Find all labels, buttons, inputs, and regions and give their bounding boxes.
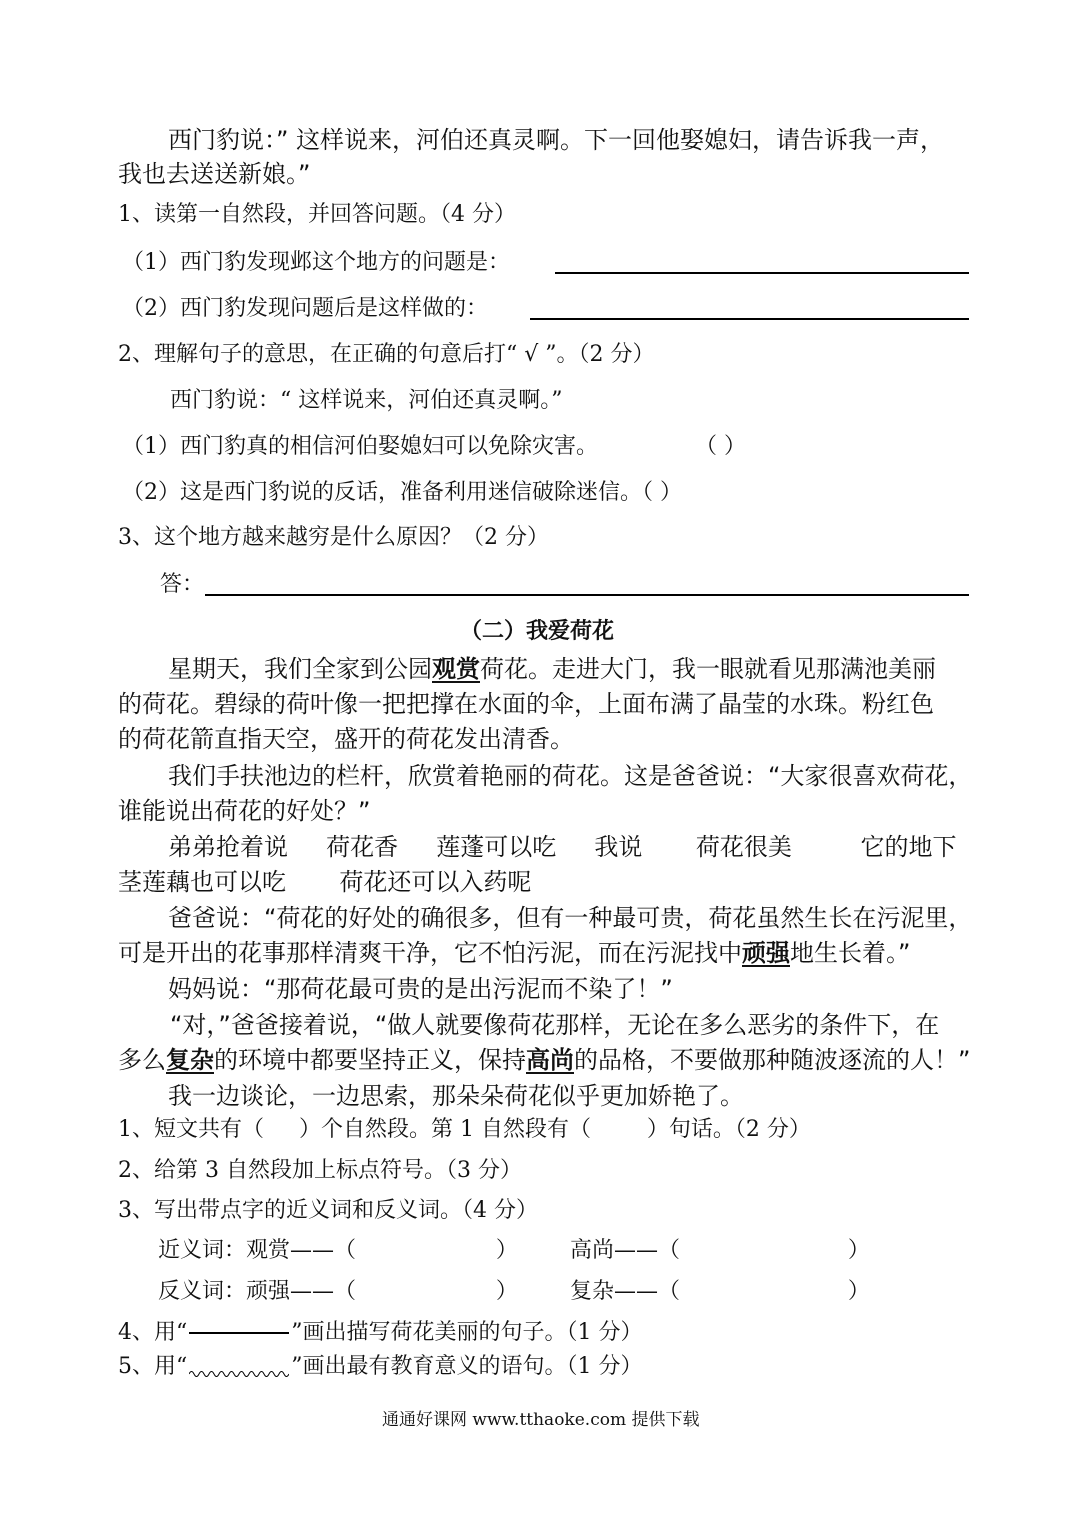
paragraph-3-line: 弟弟抢着说 荷花香 莲蓬可以吃 我说 荷花很美 它的地下 [168,833,957,861]
s2-question-1: 1、短文共有（ ）个自然段。第 1 自然段有（ ）句话。（2 分） [118,1117,811,1142]
question-1-2: （2）西门豹发现问题后是这样做的： [122,296,488,321]
emphasized-word: 高尚 [526,1046,574,1074]
answer-field-3[interactable] [205,594,969,596]
question-1-1: （1）西门豹发现邺这个地方的问题是： [122,250,510,275]
straight-line-mark [189,1332,289,1334]
text-span: 地生长着。” [790,939,911,967]
question-3: 3、这个地方越来越穷是什么原因？（2 分） [118,525,549,550]
emphasized-word: 顽强 [742,939,790,967]
text-span: 5、用“ [118,1354,188,1379]
paragraph-2-line: 我们手扶池边的栏杆，欣赏着艳丽的荷花。这是爸爸说：“大家很喜欢荷花， [168,762,973,790]
s2-question-4 [118,1320,643,1346]
question-2-option-2: （2）这是西门豹说的反话，准备利用迷信破除迷信。（ ） [122,480,682,505]
text-span: 4、用“ [118,1320,188,1345]
section-title: （二）我爱荷花 [460,618,615,644]
passage-line: 西门豹说：” 这样说来，河伯还真灵啊。下一回他娶媳妇，请告诉我一声， [168,126,945,154]
text-span: 荷花。走进大门，我一眼就看见那满池美丽 [480,655,936,683]
text-span: 星期天，我们全家到公园 [168,655,432,683]
text-span: ”画出最有教育意义的语句。（1 分） [291,1354,643,1379]
synonym-row-2: 高尚——（ ） [570,1238,870,1263]
question-1: 1、读第一自然段，并回答问题。（4 分） [118,202,516,227]
paragraph-3-line: 茎莲藕也可以吃 荷花还可以入药呢 [118,868,532,896]
synonym-row: 近义词：观赏——（ ） [158,1238,518,1263]
paragraph-1-line [168,655,936,684]
emphasized-word: 复杂 [166,1046,214,1074]
footer-text: 通通好课网 www.tthaoke.com 提供下载 [382,1410,700,1430]
antonym-row: 反义词：顽强——（ ） [158,1279,518,1304]
text-span: 的品格，不要做那种随波逐流的人！” [574,1046,971,1074]
text-span: 的环境中都要坚持正义，保持 [214,1046,526,1074]
question-2: 2、理解句子的意思，在正确的句意后打“ √ ”。（2 分） [118,342,655,367]
s2-question-2: 2、给第 3 自然段加上标点符号。（3 分） [118,1158,522,1183]
answer-label: 答： [160,572,205,597]
paragraph-6-line: “对，”爸爸接着说，“做人就要像荷花那样，无论在多么恶劣的条件下，在 [170,1011,940,1039]
emphasized-word: 观赏 [432,655,480,683]
antonym-row-2: 复杂——（ ） [570,1279,870,1304]
paragraph-4-line [118,939,910,968]
question-2-option-1: （1）西门豹真的相信河伯娶媳妇可以免除灾害。 [122,434,598,459]
s2-question-3: 3、写出带点字的近义词和反义词。（4 分） [118,1198,538,1223]
passage-line: 我也去送送新娘。” [118,160,311,188]
paragraph-2-line: 谁能说出荷花的好处？” [118,797,371,825]
answer-field-1-1[interactable] [555,272,969,274]
s2-question-5 [118,1354,643,1380]
option-1-answer-paren[interactable]: （ ） [695,434,746,459]
wavy-line-mark [189,1369,289,1379]
question-2-quote: 西门豹说：“ 这样说来，河伯还真灵啊。” [170,388,563,413]
paragraph-1-line: 的荷花箭直指天空，盛开的荷花发出清香。 [118,725,574,753]
text-span: ”画出描写荷花美丽的句子。（1 分） [291,1320,643,1345]
paragraph-1-line: 的荷花。碧绿的荷叶像一把把撑在水面的伞，上面布满了晶莹的水珠。粉红色 [118,690,934,718]
text-span: 多么 [118,1046,166,1074]
text-span: 可是开出的花事那样清爽干净，它不怕污泥，而在污泥找中 [118,939,742,967]
answer-field-1-2[interactable] [530,318,969,320]
paragraph-6-line [118,1046,970,1075]
paragraph-4-line: 爸爸说：“荷花的好处的确很多，但有一种最可贵，荷花虽然生长在污泥里， [168,904,973,932]
paragraph-7-line: 我一边谈论，一边思索，那朵朵荷花似乎更加娇艳了。 [168,1082,744,1110]
paragraph-5-line: 妈妈说：“那荷花最可贵的是出污泥而不染了！” [168,975,673,1003]
